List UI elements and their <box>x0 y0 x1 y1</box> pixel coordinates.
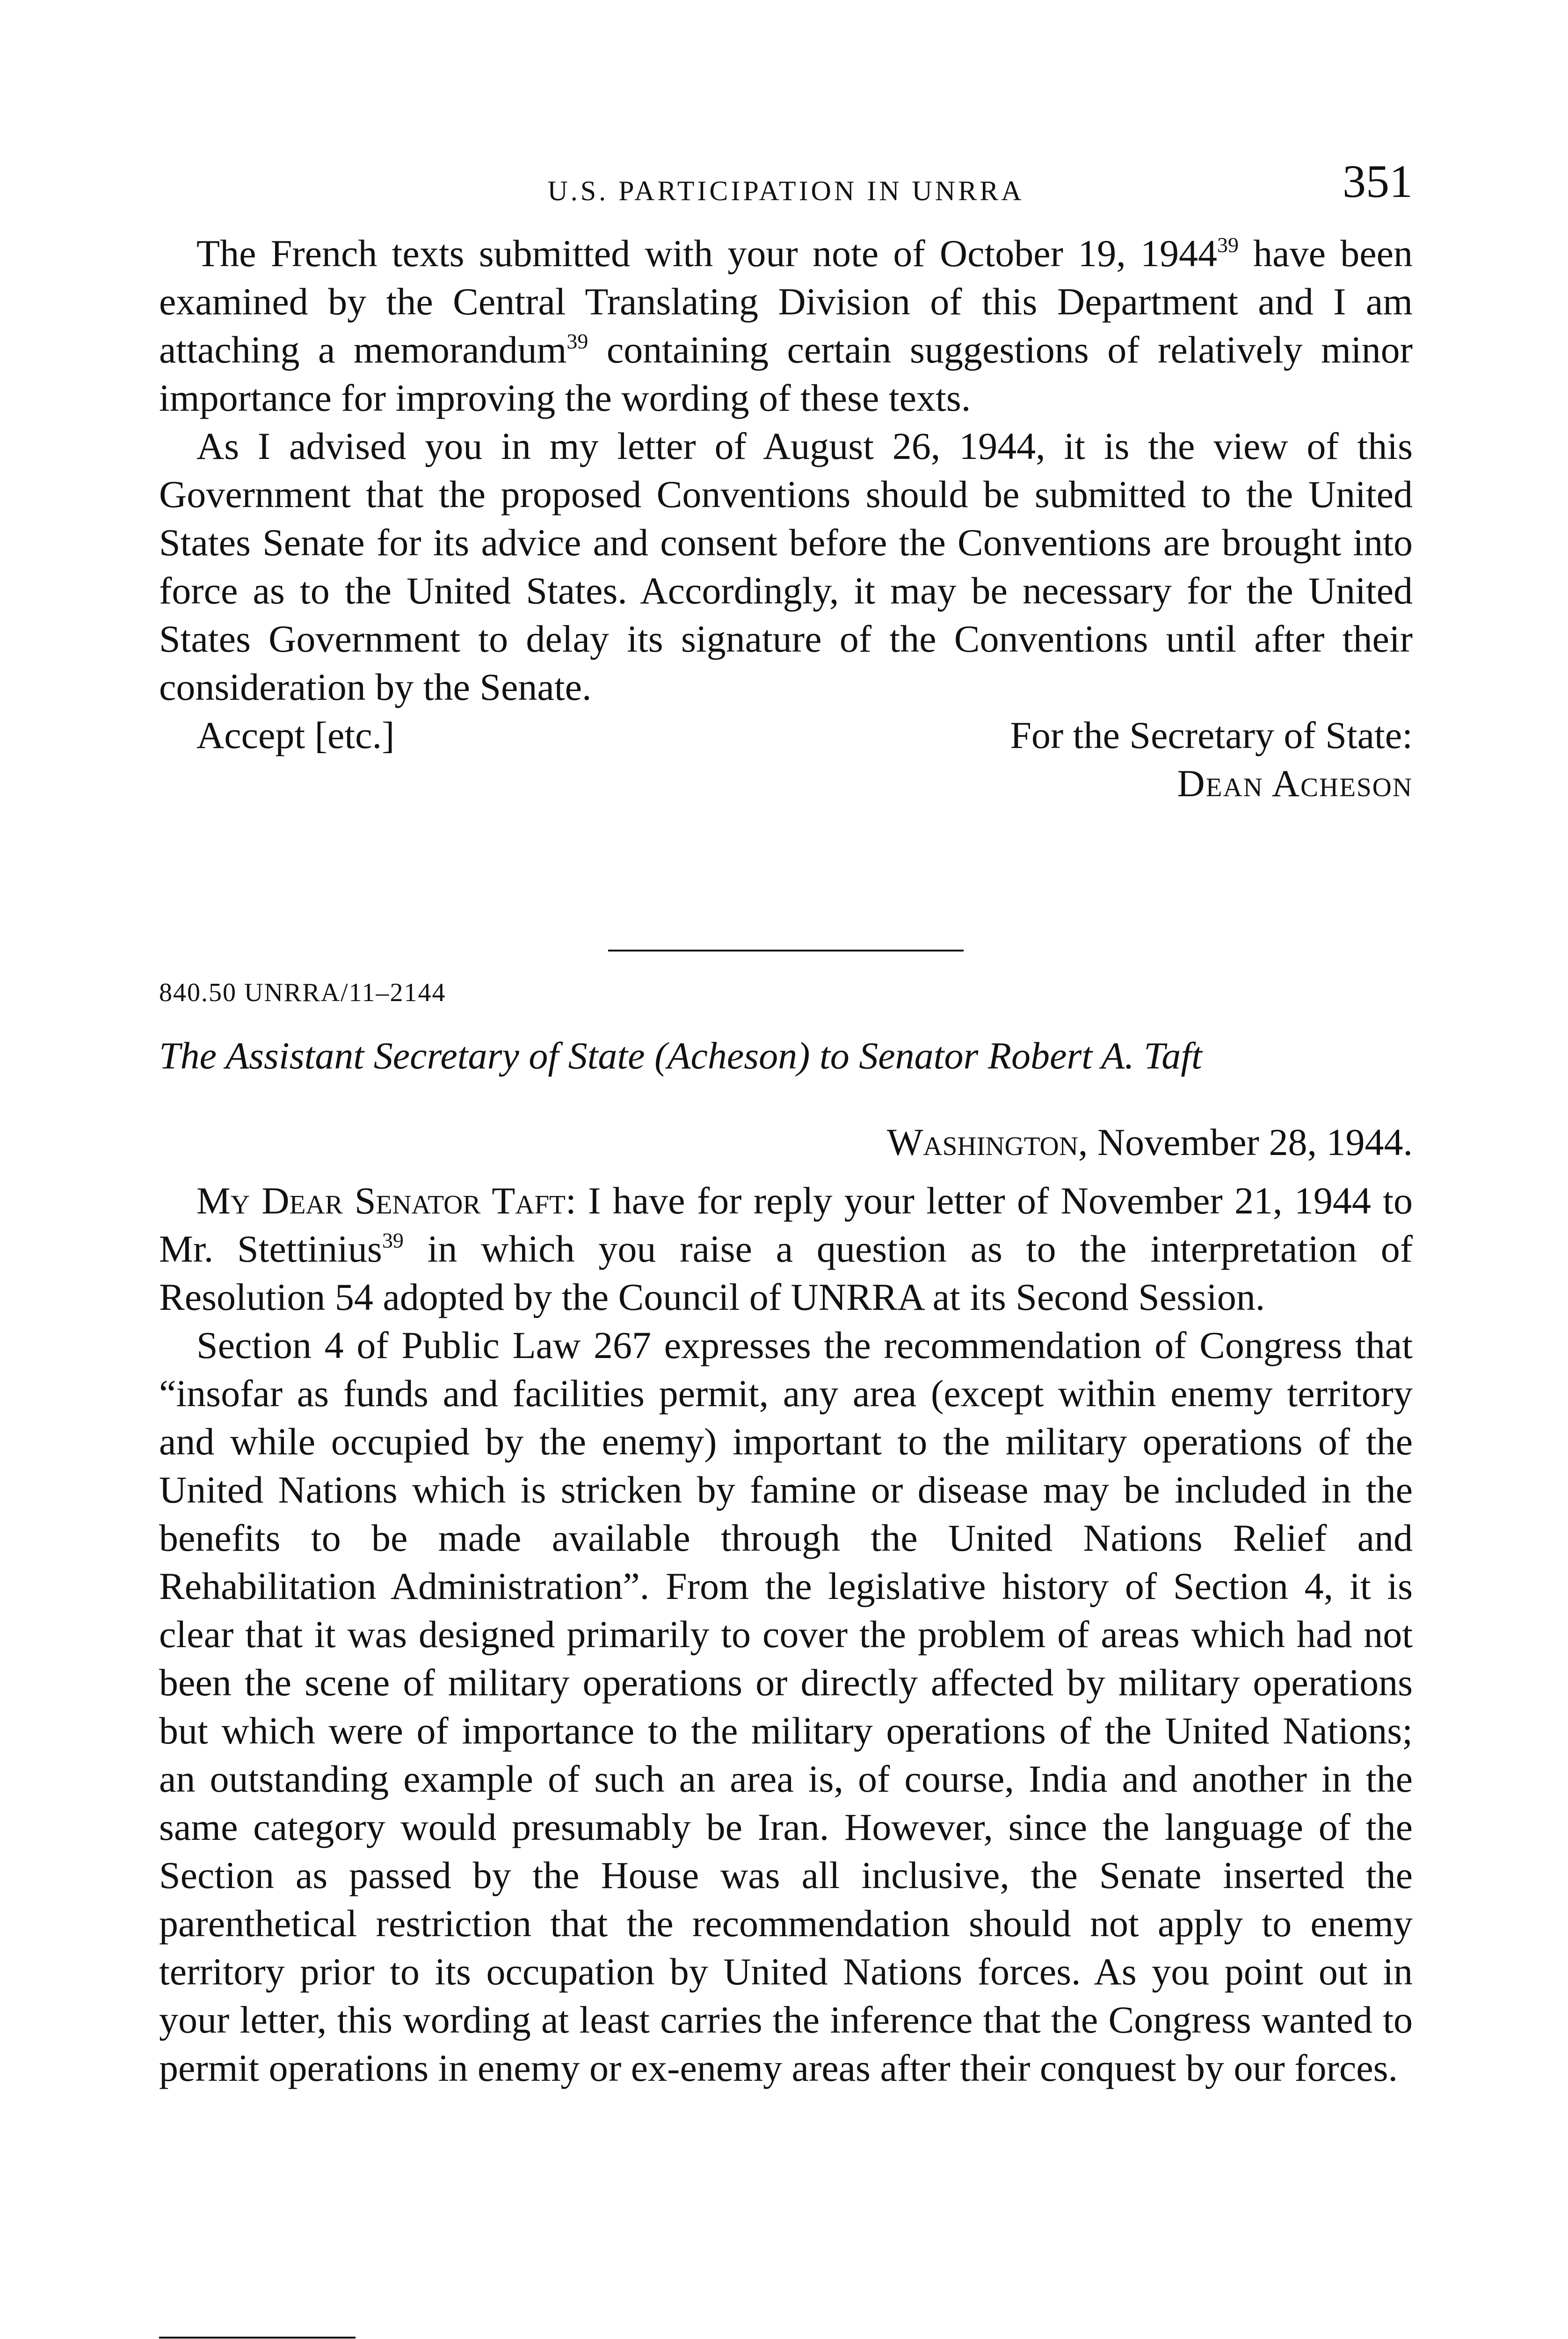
letter-two-paragraph-1 <box>159 1177 1413 1321</box>
salutation: My Dear Senator Taft: <box>196 1179 576 1222</box>
dateline-date: November 28, 1944. <box>1088 1121 1413 1163</box>
letter-one-paragraph-2: As I advised you in my letter of August 26, 1944, it is the view of this Government that the proposed Conventions should be submitted to the United States Senate for its advice and consent before the Conventions are brought into force as to the United States. Accordingly, it may be necessary for the United States Government to delay its signature of the Conventions until after their consideration by the Senate. <box>159 425 1413 708</box>
paragraph-text: containing certain suggestions of relatively minor importance for improving the wording of these texts. <box>159 328 1413 419</box>
footnote-ref[interactable]: 39 <box>566 329 588 353</box>
footnote-ref[interactable]: 39 <box>382 1228 404 1252</box>
dateline <box>887 1120 1413 1164</box>
running-head <box>159 154 1413 211</box>
letter-two-body <box>159 1177 1413 2092</box>
signature: Dean Acheson <box>1177 762 1413 805</box>
document-number: 840.50 UNRRA/11–2144 <box>159 978 446 1007</box>
letter-one-body <box>159 229 1413 807</box>
section-divider <box>608 950 964 952</box>
paragraph-text: have been examined by the Central Translating Division of this Department and I am attaching a memorandum <box>159 232 1413 371</box>
letter-two-paragraph-2: Section 4 of Public Law 267 expresses the recommendation of Congress that “insofar as funds and facilities permit, any area (except within enemy territory and while occupied by the enemy) important to the military operations of the United Nations which is stricken by famine or disease may be included in the benefits to be made available through the United Nations Relief and Rehabilitation Administration”. From the legislative history of Section 4, it is clear that it was designed primarily to cover the problem of areas which had not been the scene of military operations or directly affected by military operations but which were of importance to the military operations of the United Nations; an outstanding example of such an area is, of course, India and another in the same category would presumably be Iran. However, since the language of the Section as passed by the House was all inclusive, the Senate inserted the parenthetical restriction that the recommendation should not apply to enemy territory prior to its occupation by United Nations forces. As you point out in your letter, this wording at least carries the inference that the Congress wanted to permit operations in enemy or ex-enemy areas after their conquest by our forces. <box>159 1324 1413 2089</box>
letter-one-closing <box>159 711 1413 807</box>
letter-one-paragraph-1 <box>159 229 1413 422</box>
running-title: U.S. PARTICIPATION IN UNRRA <box>547 175 1024 206</box>
dateline-place: Washington, <box>887 1121 1088 1163</box>
footnote-ref[interactable]: 39 <box>1217 233 1239 257</box>
footnote-rule <box>159 2337 356 2339</box>
page-number: 351 <box>1343 155 1413 207</box>
paragraph-text: The French texts submitted with your note of October 19, 1944 <box>196 232 1217 275</box>
document-title: The Assistant Secretary of State (Acheson) to Senator Robert A. Taft <box>159 1034 1202 1077</box>
accept-line: Accept [etc.] <box>196 714 395 756</box>
paragraph-text: I have for reply your letter of November 21, 1944 to Mr. Stettinius <box>159 1179 1413 1270</box>
for-secretary-line: For the Secretary of State: <box>1010 714 1413 756</box>
paragraph-text: in which you raise a question as to the interpretation of Resolution 54 adopted by the Council of UNRRA at its Second Session. <box>159 1228 1413 1318</box>
